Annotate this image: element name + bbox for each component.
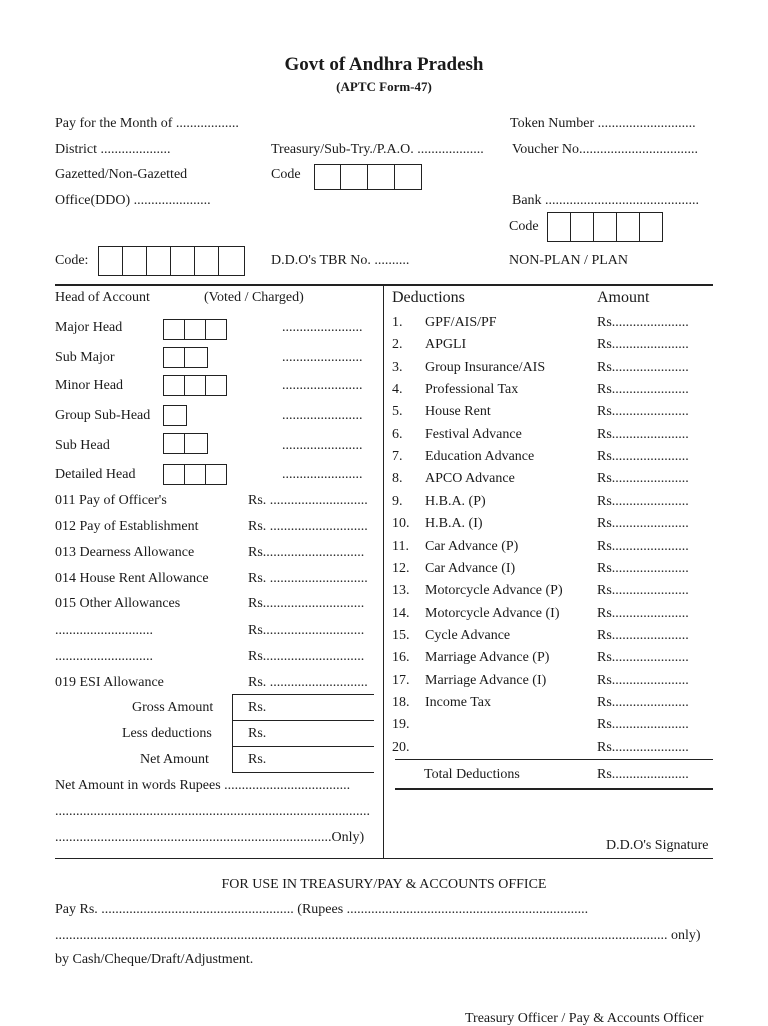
amount-in-words-field[interactable]: Net Amount in words Rupees .................................... [55,778,351,793]
deduction-amount[interactable]: Rs...................... [597,471,689,486]
plan-option[interactable]: NON-PLAN / PLAN [509,253,628,268]
pay-rs-field[interactable]: Pay Rs. ....................................................... (Rupees ..................................................................... [55,902,589,917]
ddo-code-label: Code: [55,253,89,268]
payment-mode-label: by Cash/Cheque/Draft/Adjustment. [55,952,254,967]
deduction-number: 6. [392,427,403,442]
deduction-label: Motorcycle Advance (P) [425,583,563,598]
less-deductions-value[interactable]: Rs. [248,726,267,741]
deduction-amount[interactable]: Rs...................... [597,404,689,419]
sub-major-boxes[interactable] [163,347,208,368]
detailed-head-label: Detailed Head [55,467,136,482]
deduction-row [392,428,522,442]
net-rule [232,772,374,773]
amount-in-words-line3[interactable]: ...............................................................................Only) [55,830,365,845]
treasury-code-label: Code [271,167,301,182]
deduction-row [392,584,563,598]
deduction-number: 11. [392,539,409,554]
deduction-number: 5. [392,404,403,419]
detailed-head-dots[interactable]: ....................... [282,467,363,482]
deduction-amount[interactable]: Rs...................... [597,695,689,710]
major-head-boxes[interactable] [163,319,227,340]
allowance-label: 011 Pay of Officer's [55,493,167,508]
deduction-row [392,540,518,554]
allowance-amount[interactable]: Rs. ............................ [248,675,368,690]
minor-head-label: Minor Head [55,378,124,393]
deduction-row [392,517,483,531]
allowance-label[interactable]: ............................ [55,649,153,664]
deduction-number: 3. [392,360,403,375]
deduction-label: Car Advance (I) [425,561,516,576]
token-number-field[interactable]: Token Number ............................ [510,116,696,131]
sub-major-label: Sub Major [55,350,115,365]
deduction-label: House Rent [425,404,491,419]
ddo-code-boxes[interactable] [98,246,245,276]
less-rule [232,746,374,747]
gazetted-label: Gazetted/Non-Gazetted [55,167,188,182]
deduction-amount[interactable]: Rs...................... [597,494,689,509]
deduction-row [392,361,545,375]
allowance-label: 012 Pay of Establishment [55,519,199,534]
deduction-label: Motorcycle Advance (I) [425,606,560,621]
net-amount-value[interactable]: Rs. [248,752,267,767]
rupees-only-field[interactable]: ............................................................................................................................................................................... only) [55,928,701,943]
deduction-number: 9. [392,494,403,509]
total-top-rule [395,759,713,760]
ddo-signature-label: D.D.O's Signature [606,838,709,853]
deduction-row [392,383,518,397]
deduction-amount[interactable]: Rs...................... [597,516,689,531]
deduction-amount[interactable]: Rs...................... [597,382,689,397]
allowance-amount[interactable]: Rs............................. [248,623,365,638]
deduction-row [392,607,560,621]
deduction-label: Income Tax [425,695,492,710]
deduction-label: H.B.A. (I) [425,516,483,531]
bank-field[interactable]: Bank ............................................ [512,193,700,208]
form-number: (APTC Form-47) [336,79,432,94]
minor-head-dots[interactable]: ....................... [282,378,363,393]
deduction-amount[interactable]: Rs...................... [597,315,689,330]
deduction-number: 15. [392,628,410,643]
deduction-number: 16. [392,650,410,665]
deduction-amount[interactable]: Rs...................... [597,650,689,665]
sub-head-boxes[interactable] [163,433,208,454]
deduction-row [392,696,491,710]
deduction-row [392,651,549,665]
sub-major-dots[interactable]: ....................... [282,350,363,365]
treasury-officer-label: Treasury Officer / Pay & Accounts Officer [465,1011,704,1026]
deduction-label: Festival Advance [425,427,522,442]
gross-amount-value[interactable]: Rs. [248,700,267,715]
deductions-header: Deductions [392,289,465,306]
form-title: Govt of Andhra Pradesh [284,54,484,75]
district-field[interactable]: District .................... [55,142,171,157]
net-amount-label: Net Amount [140,752,209,767]
totals-top-rule [232,694,374,695]
deduction-number: 20. [392,740,410,755]
allowance-label: 019 ESI Allowance [55,675,164,690]
deduction-number: 13. [392,583,410,598]
total-deductions-label: Total Deductions [424,767,520,782]
head-of-account-label: Head of Account [55,290,150,305]
deduction-amount[interactable]: Rs...................... [597,606,689,621]
treasury-code-boxes[interactable] [314,164,422,190]
deduction-label: Education Advance [425,449,535,464]
total-bottom-rule [395,788,713,790]
deduction-row [392,405,491,419]
deduction-row [392,338,466,352]
deduction-label: Car Advance (P) [425,539,519,554]
sub-head-label: Sub Head [55,438,110,453]
allowance-label: 014 House Rent Allowance [55,571,209,586]
total-deductions-value[interactable]: Rs...................... [597,767,689,782]
deduction-label: APCO Advance [425,471,515,486]
deduction-amount[interactable]: Rs...................... [597,740,689,755]
bank-code-boxes[interactable] [547,212,663,242]
allowance-amount[interactable]: Rs............................. [248,649,365,664]
deduction-number: 2. [392,337,403,352]
deduction-label: Marriage Advance (I) [425,673,547,688]
allowance-label: 015 Other Allowances [55,596,181,611]
deduction-label: APGLI [425,337,467,352]
group-sub-head-label: Group Sub-Head [55,408,151,423]
detailed-head-boxes[interactable] [163,464,227,485]
section-top-rule [55,284,713,286]
deduction-row [392,674,546,688]
deduction-label: H.B.A. (P) [425,494,486,509]
allowance-label[interactable]: ............................ [55,623,153,638]
bank-code-label: Code [509,219,539,234]
deduction-number: 17. [392,673,410,688]
deduction-amount[interactable]: Rs...................... [597,628,689,643]
deduction-row [392,450,534,464]
deduction-amount[interactable]: Rs...................... [597,539,689,554]
deduction-row [392,495,486,509]
allowance-amount[interactable]: Rs. ............................ [248,519,368,534]
treasury-heading: FOR USE IN TREASURY/PAY & ACCOUNTS OFFICE [221,877,547,892]
deduction-label: GPF/AIS/PF [425,315,497,330]
section-bottom-rule [55,858,713,859]
deduction-row [392,472,515,486]
allowance-amount[interactable]: Rs............................. [248,596,365,611]
deduction-label: Cycle Advance [425,628,511,643]
deduction-amount[interactable]: Rs...................... [597,360,689,375]
ddo-tbr-field[interactable]: D.D.O's TBR No. .......... [271,253,410,268]
group-sub-head-dots[interactable]: ....................... [282,408,363,423]
deduction-amount[interactable]: Rs...................... [597,673,689,688]
deduction-amount[interactable]: Rs...................... [597,427,689,442]
deduction-label: Professional Tax [425,382,519,397]
office-ddo-field[interactable]: Office(DDO) ...................... [55,193,211,208]
gross-rule [232,720,374,721]
major-head-label: Major Head [55,320,123,335]
deduction-number: 1. [392,315,403,330]
column-divider [383,284,384,858]
group-sub-head-boxes[interactable] [163,405,187,426]
deduction-row [392,718,425,732]
minor-head-boxes[interactable] [163,375,227,396]
deduction-number: 10. [392,516,410,531]
deduction-number: 7. [392,449,403,464]
deduction-row [392,562,515,576]
gross-amount-label: Gross Amount [132,700,214,715]
allowance-amount[interactable]: Rs. ............................ [248,571,368,586]
deduction-number: 8. [392,471,403,486]
deduction-number: 14. [392,606,410,621]
deduction-label: Marriage Advance (P) [425,650,550,665]
deduction-number: 18. [392,695,410,710]
deduction-amount[interactable]: Rs...................... [597,717,689,732]
less-deductions-label: Less deductions [122,726,212,741]
totals-divider [232,694,233,773]
deduction-row [392,316,497,330]
treasury-field[interactable]: Treasury/Sub-Try./P.A.O. ................... [271,142,484,157]
deduction-number: 12. [392,561,410,576]
sub-head-dots[interactable]: ....................... [282,438,363,453]
pay-month-field[interactable]: Pay for the Month of .................. [55,116,239,131]
allowance-amount[interactable]: Rs. ............................ [248,493,368,508]
deduction-number: 4. [392,382,403,397]
deduction-row [392,629,510,643]
deduction-amount[interactable]: Rs...................... [597,561,689,576]
deduction-row [392,741,425,755]
major-head-dots[interactable]: ....................... [282,320,363,335]
deduction-number: 19. [392,717,410,732]
allowance-amount[interactable]: Rs............................. [248,545,365,560]
deduction-amount[interactable]: Rs...................... [597,583,689,598]
deduction-label: Group Insurance/AIS [425,360,546,375]
deduction-amount[interactable]: Rs...................... [597,337,689,352]
allowance-label: 013 Dearness Allowance [55,545,195,560]
amount-in-words-line2[interactable]: .......................................................................................... [55,804,370,819]
deduction-amount[interactable]: Rs...................... [597,449,689,464]
amount-header: Amount [597,289,650,306]
voted-charged-label: (Voted / Charged) [204,290,304,305]
voucher-no-field[interactable]: Voucher No.................................. [512,142,699,157]
